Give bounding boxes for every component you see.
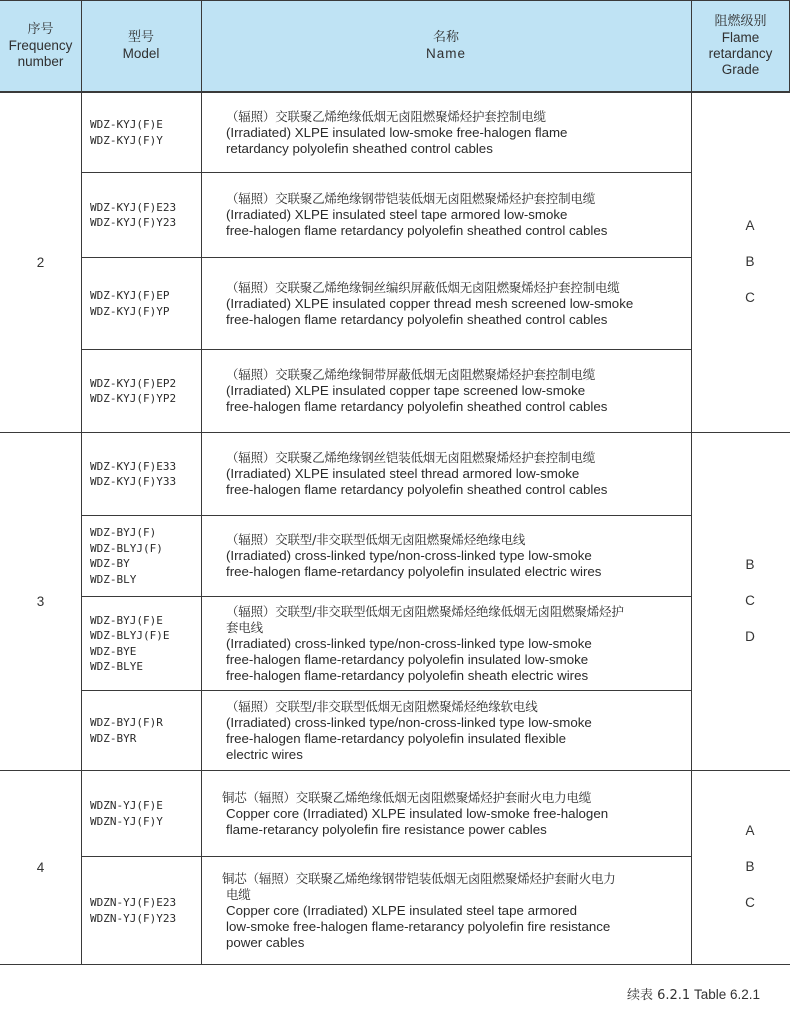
group-seq-value: 4 [36, 859, 45, 875]
table-top-border [0, 0, 790, 1]
name-zh: （辐照）交联聚乙烯绝缘钢丝铠装低烟无卤阻燃聚烯烃护套控制电缆 [226, 450, 596, 465]
grade-letter: A [745, 218, 755, 233]
header-grade-en3: Grade [721, 61, 760, 77]
model-cell [82, 350, 201, 432]
model-code: WDZ-BLY [90, 572, 137, 586]
name-en: free-halogen flame-retardancy polyolefin insulated electric wires [226, 564, 602, 579]
name-en: (Irradiated) XLPE insulated steel tape armored low-smoke [226, 207, 568, 222]
model-cell [82, 173, 201, 257]
model-code: WDZ-BY [90, 557, 130, 570]
name-zh: 套电线 [226, 619, 263, 635]
model-code: WDZ-KYJ(F)Y23 [90, 216, 177, 229]
table-caption-en: Table 6.2.1 [693, 987, 760, 1002]
model-code: WDZ-KYJ(F)Y [90, 133, 163, 147]
group-seq [0, 92, 81, 432]
group-seq [0, 770, 81, 964]
name-zh: （辐照）交联型/非交联型低烟无卤阻燃聚烯烃绝缘电线 [226, 532, 526, 547]
name-en: (Irradiated) XLPE insulated copper tape screened low-smoke [226, 383, 586, 398]
model-code: WDZN-YJ(F)E23 [90, 896, 177, 909]
name-en: free-halogen flame-retardancy polyolefin insulated flexible [226, 730, 567, 746]
name-en: (Irradiated) XLPE insulated low-smoke free-halogen flame [226, 124, 568, 140]
grade-letter: B [745, 557, 755, 572]
name-en: (Irradiated) XLPE insulated copper thread mesh screened low-smoke [226, 295, 634, 311]
header-grade-zh: 阻燃级别 [714, 13, 767, 29]
name-zh: （辐照）交联型/非交联型低烟无卤阻燃聚烯烃绝缘低烟无卤阻燃聚烯烃护 [226, 603, 624, 619]
grade-letter: C [745, 593, 755, 608]
name-cell [202, 433, 691, 515]
name-zh: （辐照）交联聚乙烯绝缘铜带屏蔽低烟无卤阻燃聚烯烃护套控制电缆 [226, 367, 596, 382]
header-seq-zh: 序号 [27, 21, 54, 37]
name-cell [202, 350, 691, 432]
model-cell [82, 857, 201, 964]
name-zh: 电缆 [226, 886, 251, 902]
model-code: WDZ-KYJ(F)E33 [90, 459, 177, 473]
header-name-zh: 名称 [432, 29, 459, 45]
name-zh: 铜芯（辐照）交联聚乙烯绝缘低烟无卤阻燃聚烯烃护套耐火电力电缆 [222, 789, 592, 805]
model-code: WDZN-YJ(F)E [90, 799, 163, 812]
model-code: WDZ-BYJ(F)E [90, 613, 163, 627]
name-zh: （辐照）交联聚乙烯绝缘钢带铠装低烟无卤阻燃聚烯烃护套控制电缆 [226, 191, 596, 206]
group-grades [691, 770, 800, 964]
grade-letter: A [745, 823, 755, 838]
grade-letter: C [745, 290, 755, 305]
name-en: power cables [226, 934, 305, 950]
header-seq [0, 0, 81, 91]
name-en: free-halogen flame retardancy polyolefin sheathed control cables [226, 311, 608, 327]
model-cell [82, 93, 201, 172]
name-en: free-halogen flame retardancy polyolefin sheathed control cables [226, 482, 608, 497]
grade-letter: B [745, 254, 755, 269]
model-code: WDZ-KYJ(F)E [90, 118, 163, 131]
model-code: WDZN-YJ(F)Y23 [90, 911, 177, 925]
model-code: WDZ-KYJ(F)YP2 [90, 392, 177, 405]
header-seq-en1: Frequency [8, 37, 73, 53]
name-cell [202, 771, 691, 856]
model-code: WDZ-BLYJ(F)E [90, 629, 170, 642]
header-model-zh: 型号 [127, 29, 154, 45]
table-caption [627, 984, 760, 1003]
model-code: WDZ-BYE [90, 644, 137, 658]
header-seq-en2: number [17, 53, 64, 69]
header-grade-en1: Flame [721, 29, 760, 45]
model-code: WDZ-KYJ(F)E23 [90, 200, 177, 214]
name-zh: （辐照）交联型/非交联型低烟无卤阻燃聚烯烃绝缘软电线 [226, 698, 538, 714]
name-en: Copper core (Irradiated) XLPE insulated steel tape armored [226, 902, 578, 918]
header-grade-en2: retardancy [708, 45, 773, 61]
name-en: (Irradiated) cross-linked type/non-cross-linked type low-smoke [226, 548, 592, 563]
group-grades [691, 92, 800, 432]
model-cell [82, 771, 201, 856]
name-cell [202, 258, 691, 349]
name-cell [202, 173, 691, 257]
model-code: WDZ-KYJ(F)EP2 [90, 376, 177, 390]
name-zh: （辐照）交联聚乙烯绝缘低烟无卤阻燃聚烯烃护套控制电缆 [226, 108, 546, 124]
name-en: low-smoke free-halogen flame-retarancy polyolefin fire resistance [226, 918, 611, 934]
name-en: free-halogen flame-retardancy polyolefin insulated low-smoke [226, 651, 589, 667]
model-cell [82, 258, 201, 349]
name-cell [202, 93, 691, 172]
name-en: electric wires [226, 746, 303, 762]
name-en: free-halogen flame-retardancy polyolefin sheath electric wires [226, 667, 589, 683]
table-right-border [789, 0, 790, 91]
grade-letter: C [745, 895, 755, 910]
header-model [81, 0, 201, 91]
name-cell [202, 597, 691, 690]
name-en: free-halogen flame retardancy polyolefin sheathed control cables [226, 399, 608, 414]
table-caption-zh: 续表 6.2.1 [626, 988, 691, 1003]
header-model-en: Model [122, 45, 160, 61]
header-name-en: Name [425, 45, 466, 61]
group-seq-value: 2 [36, 254, 45, 270]
name-cell [202, 857, 691, 964]
header-grade [691, 0, 790, 91]
model-code: WDZ-BYR [90, 731, 137, 745]
name-cell [202, 516, 691, 596]
model-cell [82, 516, 201, 596]
model-code: WDZ-KYJ(F)YP [90, 304, 170, 318]
group-seq-value: 3 [36, 593, 45, 609]
header-name [201, 0, 691, 91]
model-code: WDZ-BYJ(F)R [90, 716, 163, 729]
model-code: WDZ-BLYE [90, 660, 143, 673]
model-code: WDZ-BLYJ(F) [90, 541, 163, 555]
model-cell [82, 433, 201, 515]
grade-letter: B [745, 859, 755, 874]
model-code: WDZ-KYJ(F)EP [90, 289, 170, 302]
model-code: WDZ-KYJ(F)Y33 [90, 475, 177, 488]
model-code: WDZN-YJ(F)Y [90, 814, 163, 828]
name-en: (Irradiated) XLPE insulated steel thread armored low-smoke [226, 466, 580, 481]
model-cell [82, 691, 201, 770]
name-en: free-halogen flame retardancy polyolefin sheathed control cables [226, 223, 608, 238]
grade-letter: D [745, 629, 755, 644]
group-grades [691, 432, 800, 770]
group-seq [0, 432, 81, 770]
name-en: (Irradiated) cross-linked type/non-cross-linked type low-smoke [226, 714, 592, 730]
model-code: WDZ-BYJ(F) [90, 526, 157, 539]
name-cell [202, 691, 691, 770]
name-en: (Irradiated) cross-linked type/non-cross-linked type low-smoke [226, 635, 592, 651]
name-en: retardancy polyolefin sheathed control cables [226, 140, 493, 156]
model-cell [82, 597, 201, 690]
name-en: flame-retarancy polyolefin fire resistance power cables [226, 821, 547, 837]
name-zh: （辐照）交联聚乙烯绝缘铜丝编织屏蔽低烟无卤阻燃聚烯烃护套控制电缆 [226, 279, 620, 295]
name-en: Copper core (Irradiated) XLPE insulated low-smoke free-halogen [226, 805, 609, 821]
table-bottom-border [0, 964, 790, 965]
name-zh: 铜芯（辐照）交联聚乙烯绝缘钢带铠装低烟无卤阻燃聚烯烃护套耐火电力 [222, 870, 616, 886]
